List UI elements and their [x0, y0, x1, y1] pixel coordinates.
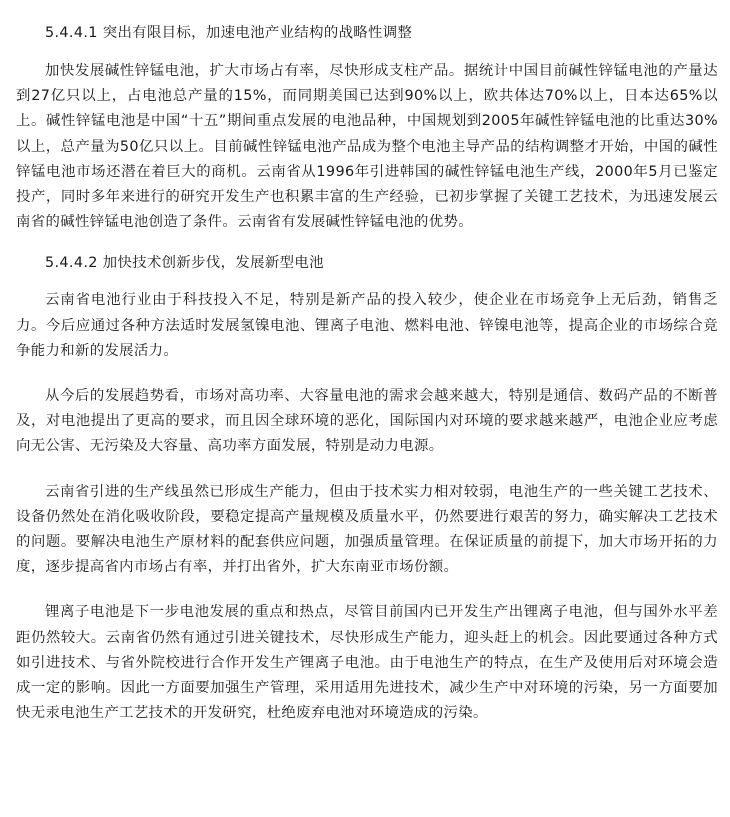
section-heading-5-4-4-1: 5.4.4.1 突出有限目标，加速电池产业结构的战略性调整: [45, 25, 413, 41]
paragraph-tech-investment: 云南省电池行业由于科技投入不足，特别是新产品的投入较少，使企业在市场竞争上无后劲，销售乏力。今后应通过各种方法适时发展氢镍电池、锂离子电池、燃料电池、锌镍电池等，提高企业的市场综合竞争能力和新的发展活力。: [16, 292, 718, 359]
paragraph-lithium-ion: 锂离子电池是下一步电池发展的重点和热点，尽管目前国内已开发生产出锂离子电池，但与国外水平差距仍然较大。云南省仍然有通过引进关键技术，尽快形成生产能力，迎头赶上的机会。因此要通过各种方式如引进技术、与省外院校进行合作开发生产锂离子电池。由于电池生产的特点，在生产及使用后对环境会造成一定的影响。因此一方面要加强生产管理，采用适用先进技术，减少生产中对环境的污染，另一方面要加快无汞电池生产工艺技术的开发研究，杜绝废弃电池对环境造成的污染。: [16, 604, 718, 722]
paragraph-production-line: 云南省引进的生产线虽然已形成生产能力，但由于技术实力相对较弱，电池生产的一些关键工艺技术、设备仍然处在消化吸收阶段，要稳定提高产量规模及质量水平，仍然要进行艰苦的努力，确实解决工艺技术的问题。要解决电池生产原材料的配套供应问题，加强质量管理。在保证质量的前提下，加大市场开拓的力度，逐步提高省内市场占有率，并打出省外，扩大东南亚市场份额。: [16, 483, 718, 576]
paragraph-development-trend: 从今后的发展趋势看，市场对高功率、大容量电池的需求会越来越大，特别是通信、数码产品的不断普及，对电池提出了更高的要求，而且因全球环境的恶化，国际国内对环境的要求越来越严，电池企业应考虑向无公害、无污染及大容量、高功率方面发展，特别是动力电源。: [16, 388, 718, 455]
section-heading-5-4-4-2: 5.4.4.2 加快技术创新步伐，发展新型电池: [45, 255, 324, 272]
paragraph-alkaline-battery: 加快发展碱性锌锰电池，扩大市场占有率，尽快形成支柱产品。据统计中国目前碱性锌锰电池的产量达到27亿只以上，占电池总产量的15%，而同期美国已达到90%以上，欧共体达70%以上，日本达65%以上。碱性锌锰电池是中国“十五”期间重点发展的电池品种，中国规划到2005年碱性锌锰电池的比重达30%以上，总产量为50亿只以上。目前碱性锌锰电池产品成为整个电池主导产品的结构调整才开始，中国的碱性锌锰电池市场还潜在着巨大的商机。云南省从1996年引进韩国的碱性锌锰电池生产线，2000年5月已鉴定投产，同时多年来进行的研究开发生产也积累丰富的生产经验，已初步掌握了关键工艺技术，为迅速发展云南省的碱性锌锰电池创造了条件。云南省有发展碱性锌锰电池的优势。: [16, 63, 718, 231]
